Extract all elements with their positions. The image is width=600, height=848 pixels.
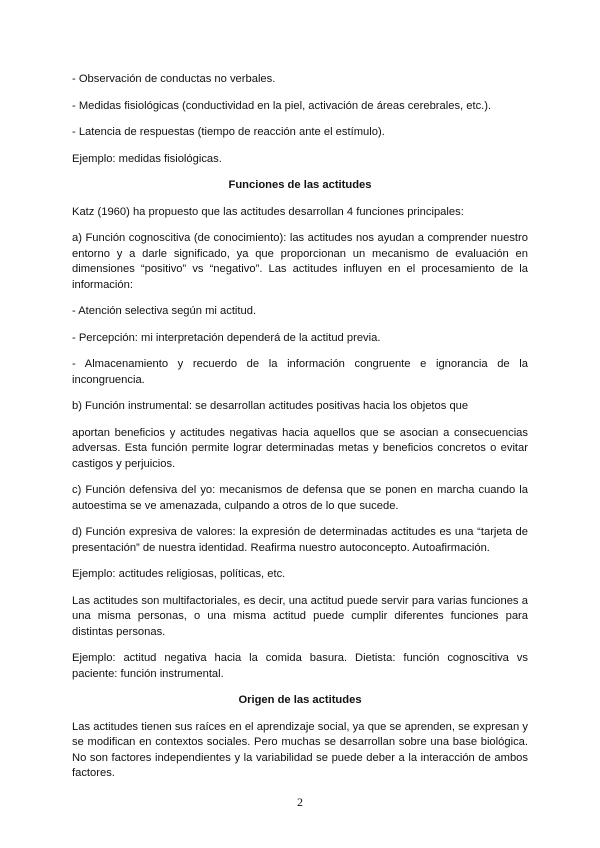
example-physiological: Ejemplo: medidas fisiológicas.	[72, 152, 222, 165]
example-religiosas: Ejemplo: actitudes religiosas, políticas, etc.	[72, 568, 286, 580]
paragraph-funcion-expresiva: d) Función expresiva de valores: la expresión de determinadas actitudes es una “tarjeta de presentación” de nuestra identidad. Reafirma nuestro autoconcepto. Autoafirmación.	[72, 526, 528, 554]
list-item-latency: - Latencia de respuestas (tiempo de reacción ante el estímulo).	[72, 126, 385, 138]
paragraph-funcion-cognoscitiva: a) Función cognoscitiva (de conocimiento): las actitudes nos ayudan a comprender nuestro entorno y a darle significado, ya que proporcionan un mecanismo de evaluación en dimensiones “positivo” vs “negativo”. Las actitudes influyen en el procesamiento de la información:	[72, 232, 528, 291]
paragraph-multifactoriales: Las actitudes son multifactoriales, es decir, una actitud puede servir para varias funciones a una misma personas, o una misma actitud puede cumplir diferentes funciones para distintas personas.	[72, 594, 528, 638]
list-item-percepcion: - Percepción: mi interpretación dependerá de la actitud previa.	[72, 331, 381, 344]
heading-origen: Origen de las actitudes	[238, 694, 362, 706]
paragraph-funcion-instrumental: b) Función instrumental: se desarrollan actitudes positivas hacia los objetos que	[72, 400, 469, 412]
heading-funciones: Funciones de las actitudes	[228, 179, 372, 191]
paragraph-instrumental-continued: aportan beneficios y actitudes negativas hacia aquellos que se asocian a consecuencias adversas. Esta función permite lograr determinadas metas y beneficios concretos o evitar castigos y perjuicios.	[72, 426, 528, 470]
list-item-almacenamiento: - Almacenamiento y recuerdo de la información congruente e ignorancia de la incongruencia.	[72, 358, 528, 386]
list-item-physiological: - Medidas fisiológicas (conductividad en la piel, activación de áreas cerebrales, etc.).	[72, 99, 492, 112]
example-comida-basura: Ejemplo: actitud negativa hacia la comida basura. Dietista: función cognoscitiva vs paciente: función instrumental.	[72, 652, 528, 680]
list-item-atencion: - Atención selectiva según mi actitud.	[72, 305, 257, 317]
paragraph-katz: Katz (1960) ha propuesto que las actitudes desarrollan 4 funciones principales:	[72, 205, 464, 218]
document-page	[72, 72, 528, 793]
paragraph-funcion-defensiva: c) Función defensiva del yo: mecanismos de defensa que se ponen en marcha cuando la autoestima se ve amenazada, culpando a otros de lo que sucede.	[72, 484, 528, 512]
list-item-nonverbal: - Observación de conductas no verbales.	[72, 73, 276, 85]
page-number: 2	[297, 795, 303, 809]
paragraph-origen: Las actitudes tienen sus raíces en el aprendizaje social, ya que se aprenden, se expresan y se modifican en contextos sociales. Pero muchas se desarrollan sobre una base biológica. No son factores independientes y la variabilidad se puede deber a la interacción de ambos factores.	[72, 720, 528, 779]
